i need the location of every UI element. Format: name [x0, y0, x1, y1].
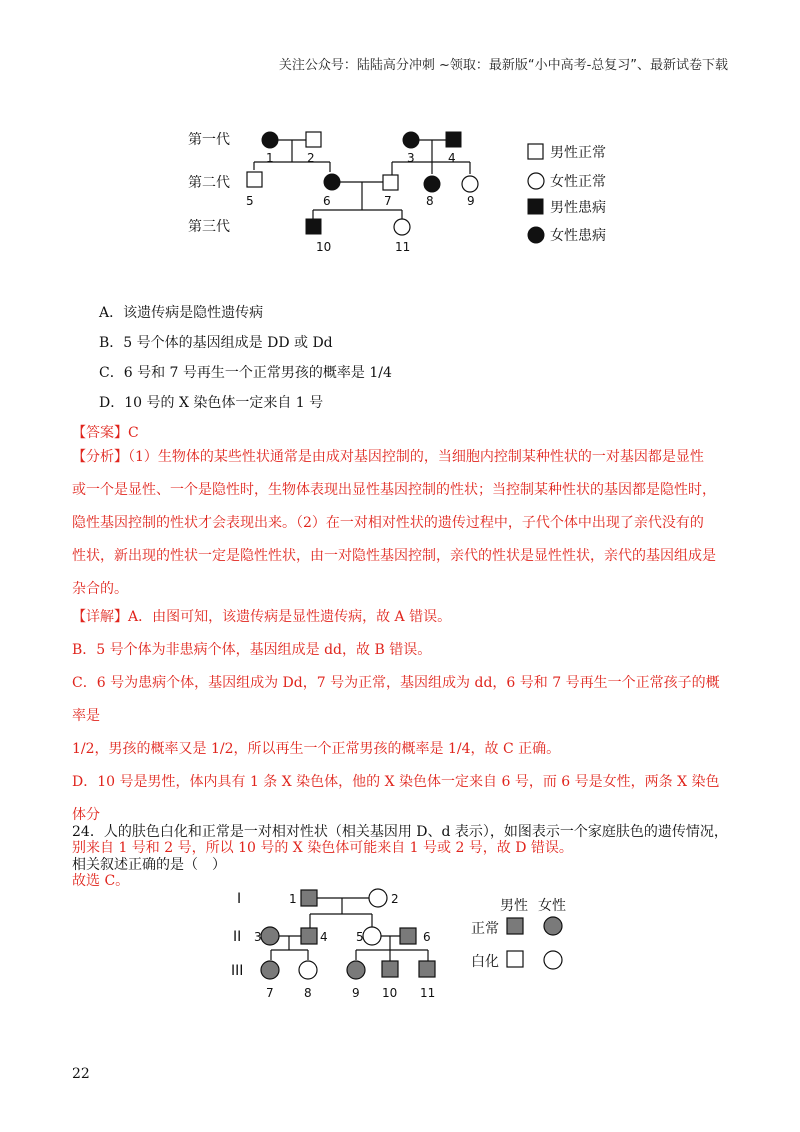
- legend-albino-male-symbol: [507, 951, 523, 967]
- individual-3-affected-female: [403, 132, 419, 148]
- answer-tag: 【答案】: [72, 425, 128, 441]
- gen-label-2: 第二代: [188, 175, 230, 191]
- individual-2-normal-male: [306, 132, 321, 147]
- option-d: D．10 号的 X 染色体一定来自 1 号: [99, 395, 324, 411]
- legend-affected-female-symbol: [528, 227, 544, 243]
- individual-10-normal-male: [382, 961, 398, 977]
- legend-affected-male-symbol: [528, 199, 543, 214]
- individual-7-normal-female: [261, 961, 279, 979]
- p2-number-8: 8: [304, 986, 312, 1000]
- analysis-line-2: 或一个是显性、一个是隐性时，生物体表现出显性基因控制的性状；当控制某种性状的基因都是隐性时，: [72, 482, 716, 498]
- analysis-line-4: 性状，新出现的性状一定是隐性性状，由一对隐性基因控制，亲代的性状是显性性状，亲代的基因组成是: [72, 548, 716, 564]
- individual-4-normal-male: [301, 928, 317, 944]
- number-10: 10: [316, 240, 332, 254]
- individual-8-albino-female: [299, 961, 317, 979]
- individual-5-normal-male: [247, 172, 262, 187]
- legend-normal-male-symbol: [507, 918, 523, 934]
- gen-label-3: 第三代: [188, 219, 230, 235]
- legend-normal-female-label: 女性正常: [550, 174, 606, 190]
- gen-label-i: I: [237, 891, 242, 907]
- legend-normal-female-symbol: [528, 173, 544, 189]
- legend-col-male: 男性: [500, 898, 528, 914]
- individual-6-normal-male: [400, 928, 416, 944]
- p2-number-6: 6: [423, 930, 431, 944]
- option-c: C．6 号和 7 号再生一个正常男孩的概率是 1/4: [99, 365, 392, 381]
- option-b: B．5 号个体的基因组成是 DD 或 Dd: [99, 335, 333, 351]
- individual-4-affected-male: [446, 132, 461, 147]
- legend-affected-male-label: 男性患病: [550, 200, 606, 216]
- analysis-line-1: 【分析】（1）生物体的某些性状通常是由成对基因控制的，当细胞内控制某种性状的一对基因都是显性: [72, 449, 704, 465]
- p2-number-4: 4: [320, 930, 328, 944]
- individual-10-affected-male: [306, 219, 321, 234]
- answer-line: [72, 422, 139, 442]
- individual-2-albino-female: [369, 889, 387, 907]
- number-7: 7: [384, 194, 392, 208]
- individual-9-normal-female: [347, 961, 365, 979]
- detail-line-4: 1/2，男孩的概率又是 1/2，所以再生一个正常男孩的概率是 1/4，故 C 正确。: [72, 741, 561, 757]
- legend-row-normal: 正常: [471, 921, 499, 937]
- p2-number-3: 3: [254, 930, 262, 944]
- gen-label-iii: III: [231, 963, 244, 979]
- page-number: 22: [72, 1066, 90, 1082]
- legend-normal-female-symbol: [544, 917, 562, 935]
- p2-number-10: 10: [382, 986, 398, 1000]
- question-24-line-2: 相关叙述正确的是（ ）: [72, 857, 226, 873]
- detail-line-6: 别来自 1 号和 2 号，所以 10 号的 X 染色体可能来自 1 号或 2 号，故 D 错误。: [72, 840, 573, 856]
- p2-number-1: 1: [289, 892, 297, 906]
- detail-line-3: C．6 号为患病个体，基因组成为 Dd，7 号为正常，基因组成为 dd，6 号和 7 号再生一个正常孩子的概率是: [72, 675, 720, 724]
- p2-number-2: 2: [391, 892, 399, 906]
- individual-11-normal-female: [394, 219, 410, 235]
- question-24-line-1: 24．人的肤色白化和正常是一对相对性状（相关基因用 D、d 表示），如图表示一个家庭肤色的遗传情况，: [72, 824, 728, 840]
- legend-affected-female-label: 女性患病: [550, 228, 606, 244]
- p2-number-9: 9: [352, 986, 360, 1000]
- answer-value: C: [128, 425, 139, 441]
- individual-1-affected-female: [262, 132, 278, 148]
- number-3: 3: [407, 151, 415, 165]
- detail-line-2: B．5 号个体为非患病个体，基因组成是 dd，故 B 错误。: [72, 642, 432, 658]
- analysis-block: [72, 441, 732, 606]
- number-1: 1: [266, 151, 274, 165]
- p2-number-7: 7: [266, 986, 274, 1000]
- question-24: [72, 816, 732, 882]
- legend-col-female: 女性: [538, 898, 566, 914]
- number-8: 8: [426, 194, 434, 208]
- analysis-tag: 【分析】: [72, 449, 128, 465]
- individual-1-normal-male: [301, 890, 317, 906]
- p2-number-11: 11: [420, 986, 436, 1000]
- detail-line-1: 【详解】A．由图可知，该遗传病是显性遗传病，故 A 错误。: [72, 609, 452, 625]
- pedigree-chart-2: [225, 878, 585, 1008]
- individual-8-affected-female: [424, 176, 440, 192]
- gen-label-ii: II: [233, 929, 242, 945]
- number-2: 2: [307, 151, 315, 165]
- legend-row-albino: 白化: [471, 954, 499, 970]
- individual-5-albino-female: [363, 927, 381, 945]
- number-5: 5: [246, 194, 254, 208]
- individual-7-normal-male: [383, 175, 398, 190]
- individual-9-normal-female: [462, 176, 478, 192]
- legend-albino-female-symbol: [544, 951, 562, 969]
- analysis-line-5: 杂合的。: [72, 581, 128, 597]
- pedigree-chart-1: [180, 118, 640, 268]
- legend-normal-male-symbol: [528, 144, 543, 159]
- legend-normal-male-label: 男性正常: [550, 145, 606, 161]
- number-11: 11: [395, 240, 411, 254]
- option-a: A．该遗传病是隐性遗传病: [99, 305, 264, 321]
- detail-line-7: 故选 C。: [72, 873, 130, 889]
- gen-label-1: 第一代: [188, 132, 230, 148]
- page-header: 关注公众号：陆陆高分冲刺 ~领取：最新版“小中高考-总复习”、最新试卷下载: [278, 58, 728, 73]
- number-6: 6: [323, 194, 331, 208]
- detail-tag: 【详解】: [72, 609, 128, 625]
- individual-6-affected-female: [324, 174, 340, 190]
- detail-line-5: D．10 号是男性，体内具有 1 条 X 染色体，他的 X 染色体一定来自 6 号，而 6 号是女性，两条 X 染色体分: [72, 774, 720, 823]
- p2-number-5: 5: [356, 930, 364, 944]
- individual-3-normal-female: [261, 927, 279, 945]
- analysis-line-3: 隐性基因控制的性状才会表现出来。（2）在一对相对性状的遗传过程中，子代个体中出现了亲代没有的: [72, 515, 704, 531]
- individual-11-normal-male: [419, 961, 435, 977]
- number-4: 4: [448, 151, 456, 165]
- number-9: 9: [467, 194, 475, 208]
